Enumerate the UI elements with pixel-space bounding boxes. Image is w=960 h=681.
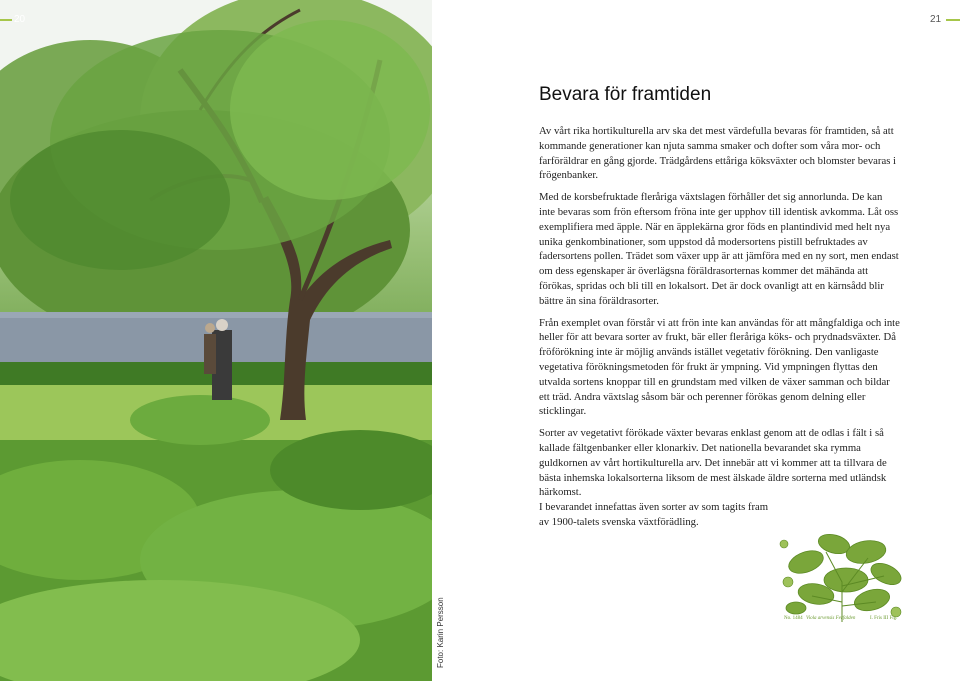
article-body — [539, 124, 901, 537]
illustration-caption-plate: I. Fris III Fig. — [870, 616, 898, 621]
illustration-caption-number: No. 1484 — [784, 616, 803, 621]
page-number-rule-right — [946, 19, 960, 21]
page-number-rule-left — [0, 19, 12, 21]
garden-photo-drawing — [0, 0, 432, 681]
article-heading: Bevara för framtiden — [539, 84, 712, 105]
illustration-caption-name: Viola arvensis Ferfalden — [806, 616, 856, 621]
viola-plant-drawing — [776, 522, 908, 626]
garden-photo — [0, 0, 432, 681]
paragraph: I bevarandet innefattas även sorter av som tagits fram av 1900-talets svenska växtförädling. — [539, 501, 769, 528]
paragraph: Från exemplet ovan förstår vi att frön inte kan användas för att mångfaldiga och inte heller för att bevara sorter av frukt, bär eller fleråriga köks- och prydnadsväxter. Då fröförökning inte är möjlig används istället vegetativ förökning. Den vanligaste vegetativa förökningsmetoden för frukt är ympning. Vid ympningen flyttas den utvalda sortens knoppar till en grundstam med vilken de växer samman och bildar ett träd. Andra växtslag såsom bär och perenner förökas genom delning eller sticklingar. — [539, 316, 900, 418]
photo-credit: Foto: Karin Persson — [436, 597, 445, 668]
page-number-right: 21 — [930, 14, 942, 25]
page-number-left: 20 — [14, 14, 26, 25]
paragraph: Av vårt rika hortikulturella arv ska det mest värdefulla bevaras för framtiden, så att kommande generationer kan njuta samma smaker och dofter som våra mor- och farföräldrar en gång gjorde. Trädgårdens ettåriga köksväxter och blomster bevaras i frögenbanker. — [539, 125, 897, 182]
paragraph: Med de korsbefruktade fleråriga växtslagen förhåller det sig annorlunda. De kan inte bevaras som frön eftersom fröna inte ger upphov till identisk avkomma. Låt oss exemplifiera med äpple. När en äpplekärna gror föds en plantindivid med helt nya unika genkombinationer, som uppstod då modersortens pistill befruktades av fadersortens pollen. Trädet som växer upp är att jämföra med en ny sort, men endast om dess egenskaper är överlägsna föräldrasorternas kommer det mähända att förökas, spridas och bli till en lokalsort. Det är dock ovanligt att en kärnsådd blir bättre än sina föräldrasorter. — [539, 191, 899, 307]
paragraph: Sorter av vegetativt förökade växter bevaras enklast genom att de odlas i fält i så kallade fältgenbanker eller klonarkiv. Det nationella bevarandet ska rymma guldkornen av vårt hortikulturella arv. Det innebär att vi kommer att ta tillvara de bästa inhemska lokalsorterna liksom de mest älskade äldre sorterna med utländsk härkomst. — [539, 427, 887, 499]
botanical-illustration — [776, 522, 908, 626]
